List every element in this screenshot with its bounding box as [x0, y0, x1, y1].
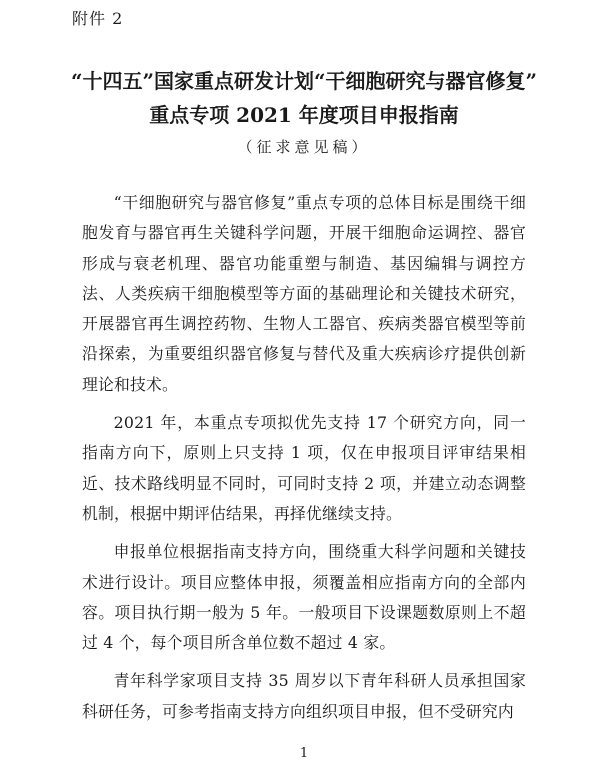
document-title-line-2: 重点专项 2021 年度项目申报指南 [149, 103, 459, 127]
draft-subtitle: （征求意见稿） [237, 138, 371, 156]
page-number: 1 [299, 746, 309, 761]
document-body [82, 188, 526, 735]
document-title-line-1: “十四五”国家重点研发计划“干细胞研究与器官修复” [70, 69, 537, 93]
paragraph-young-scientist: 青年科学家项目支持 35 周岁以下青年科研人员承担国家科研任务，可参考指南支持方向组织项目申报，但不受研究内 [82, 671, 526, 721]
paragraph-overall-goal: “干细胞研究与器官修复”重点专项的总体目标是围绕干细胞发育与器官再生关键科学问题，开展干细胞命运调控、器官形成与衰老机理、器官功能重塑与制造、基因编辑与调控方法、人类疾病干细胞模型等方面的基础理论和关键技术研究，开展器官再生调控药物、生物人工器官、疾病类器官模型等前沿探索，为重要组织器官修复与替代及重大疾病诊疗提供创新理论和技术。 [82, 193, 526, 394]
paragraph-application-rules: 申报单位根据指南支持方向，围绕重大科学问题和关键技术进行设计。项目应整体申报，须覆盖相应指南方向的全部内容。项目执行期一般为 5 年。一般项目下设课题数原则上不超过 4 个，每个项目所含单位数不超过 4 家。 [82, 542, 526, 653]
paragraph-2021-support: 2021 年，本重点专项拟优先支持 17 个研究方向，同一指南方向下，原则上只支持 1 项，仅在申报项目评审结果相近、技术路线明显不同时，可同时支持 2 项，并建立动态调整机制，根据中期评估结果，再择优继续支持。 [82, 413, 526, 523]
attachment-label: 附件 2 [72, 9, 124, 28]
